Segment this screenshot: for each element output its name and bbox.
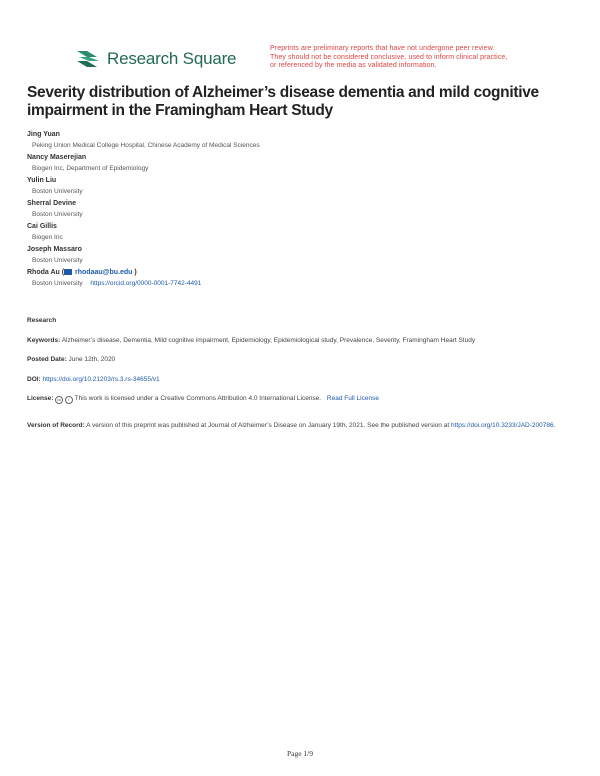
keywords-label: Keywords: (27, 337, 61, 344)
research-square-logo-icon (75, 49, 101, 69)
doi-label: DOI: (27, 376, 41, 383)
article-type-label: Research (27, 317, 57, 324)
author-affiliation: Biogen Inc (32, 234, 63, 241)
author-affiliation: Boston University (32, 211, 83, 218)
author-name: Sherral Devine (27, 200, 77, 207)
cc-license-icon: cc (57, 397, 62, 402)
corresponding-author: Rhoda Au ( rhodaau@bu.edu ) (27, 269, 137, 276)
license-text: This work is licensed under a Creative Commons Attribution 4.0 International License. (74, 395, 322, 402)
paper-title: Severity distribution of Alzheimer’s disease dementia and mild cognitive impairment in the Framingham Heart Study (27, 84, 539, 119)
orcid-link[interactable]: https://orcid.org/0000-0001-7742-4491 (90, 280, 202, 287)
doi-link[interactable]: https://doi.org/10.21203/rs.3.rs-34655/v1 (42, 376, 160, 383)
author-name: Yulin Liu (27, 177, 57, 184)
posted-date-label: Posted Date: (27, 356, 67, 363)
author-name: Nancy Maserejian (27, 154, 87, 161)
version-of-record-label: Version of Record: (27, 422, 85, 429)
posted-date-value: June 12th, 2020 (68, 356, 116, 363)
disclaimer-line: or referenced by the media as validated information. (270, 62, 437, 69)
author-name: Joseph Massaro (27, 246, 82, 253)
author-list (27, 129, 567, 290)
posted-date-row (27, 354, 577, 365)
mail-icon (64, 269, 72, 275)
keywords-value: Alzheimer’s disease, Dementia, Mild cognitive impairment, Epidemiology, Epidemiological study, Prevalence, Severity, Framingham Heart Study (61, 337, 476, 344)
author-name: Rhoda Au (27, 269, 60, 276)
author-affiliation: Peking Union Medical College Hospital, Chinese Academy of Medical Sciences (32, 142, 260, 149)
version-of-record (27, 420, 567, 431)
author-name: Cai Gillis (27, 223, 57, 230)
author-affiliation: Boston University (32, 188, 83, 195)
author-affiliation: Biogen Inc, Department of Epidemiology (32, 165, 149, 172)
cc-by-icon: i (65, 396, 73, 404)
license-label: License: (27, 395, 54, 402)
article-type (27, 315, 577, 326)
keywords-row (27, 335, 577, 346)
preprint-disclaimer (270, 45, 530, 71)
disclaimer-line: They should not be considered conclusive, used to inform clinical practice, (270, 53, 508, 61)
read-full-license-link[interactable]: Read Full License (326, 395, 379, 402)
disclaimer-line: Preprints are preliminary reports that have not undergone peer review. (270, 45, 495, 52)
author-email-link[interactable]: rhodaau@bu.edu (75, 269, 133, 276)
author-affiliation: Boston University (32, 280, 83, 287)
license-row (27, 393, 577, 404)
author-affiliation: Boston University (32, 257, 83, 264)
logo-text: Research Square (107, 49, 237, 68)
author-affiliation-row (27, 278, 567, 290)
version-of-record-link[interactable]: https://doi.org/10.3233/JAD-200786. (450, 422, 556, 429)
doi-row (27, 374, 577, 385)
author-name: Jing Yuan (27, 131, 60, 138)
version-of-record-text: A version of this preprint was published at Journal of Alzheimer’s Disease on January 19th, 2021. See the published version at (86, 422, 450, 429)
research-square-logo[interactable] (75, 48, 236, 70)
page-number: Page 1/9 (286, 749, 314, 758)
